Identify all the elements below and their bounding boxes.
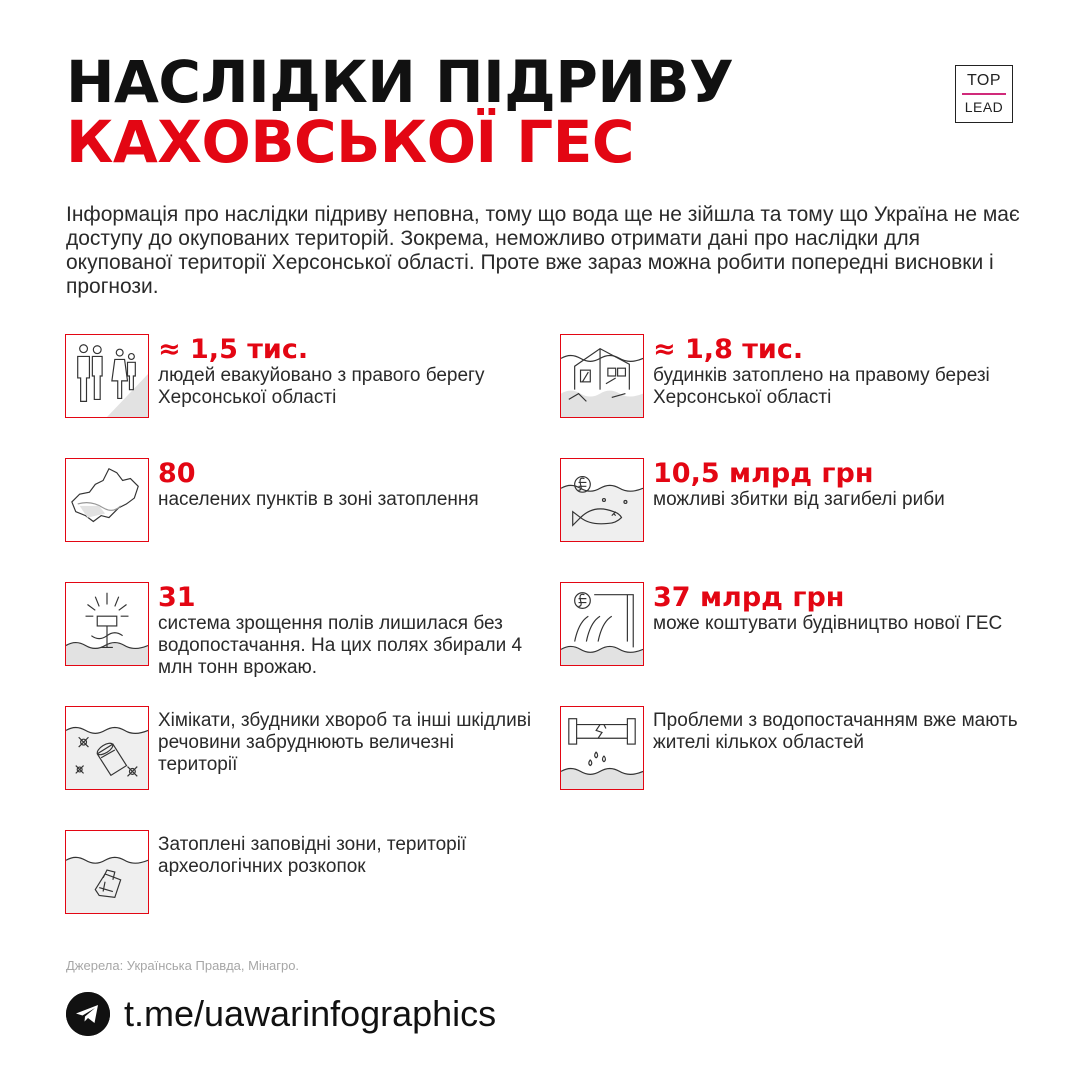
stat-description: може коштувати будівництво нової ГЕС (653, 613, 1003, 634)
title-line-2: КАХОВСЬКОЇ ГЕС (66, 108, 634, 176)
people-icon (65, 334, 149, 418)
stat-description: можливі збитки від загибелі риби (653, 489, 945, 510)
stat-description: система зрощення полів лишилася без водопостачання. На цих полях збирали 4 млн тонн врожаю. (158, 613, 523, 678)
stat-description: Проблеми з водопостачанням вже мають жителі кількох областей (653, 710, 1018, 753)
stat-description: людей евакуйовано з правого берегу Херсонської області (158, 365, 485, 408)
stat-value: ≈ 1,8 тис. (653, 334, 804, 365)
intro-paragraph: Інформація про наслідки підриву неповна, тому що вода ще не зійшла та тому що Україна не має доступу до окупованих територій. Зокрема, неможливо отримати дані про наслідки для окупованої території Херсонської області. Проте вже зараз можна робити попередні висновки і прогнози. (66, 203, 1020, 298)
stat-description: населених пунктів в зоні затоплення (158, 489, 479, 510)
telegram-channel-link[interactable]: t.me/uawarinfographics (124, 993, 497, 1034)
stat-description: Затоплені заповідні зони, території археологічних розкопок (158, 834, 467, 877)
logo-bottom-text: LEAD (964, 99, 1004, 115)
chemical-barrel-icon (65, 706, 149, 790)
broken-pipe-icon (560, 706, 644, 790)
stat-value: 37 млрд грн (653, 582, 845, 613)
logo-divider (962, 93, 1006, 95)
sources-note: Джерела: Українська Правда, Мінагро. (66, 958, 300, 973)
stat-description: Хімікати, збудники хвороб та інші шкідливі речовини забруднюють величезні території (158, 710, 532, 775)
dam-cost-icon (560, 582, 644, 666)
flooded-artifact-icon (65, 830, 149, 914)
stat-value: ≈ 1,5 тис. (158, 334, 309, 365)
top-lead-logo (955, 65, 1013, 123)
page-title (66, 48, 734, 176)
irrigation-icon (65, 582, 149, 666)
stat-description: будинків затоплено на правому березі Херсонської області (653, 365, 990, 408)
region-map-icon (65, 458, 149, 542)
stat-value: 10,5 млрд грн (653, 458, 874, 489)
title-line-1: НАСЛІДКИ ПІДРИВУ (66, 48, 734, 116)
telegram-icon[interactable] (66, 992, 110, 1036)
flooded-house-icon (560, 334, 644, 418)
stat-value: 31 (158, 582, 196, 613)
logo-top-text: TOP (966, 72, 1002, 89)
dead-fish-icon (560, 458, 644, 542)
stat-value: 80 (158, 458, 196, 489)
